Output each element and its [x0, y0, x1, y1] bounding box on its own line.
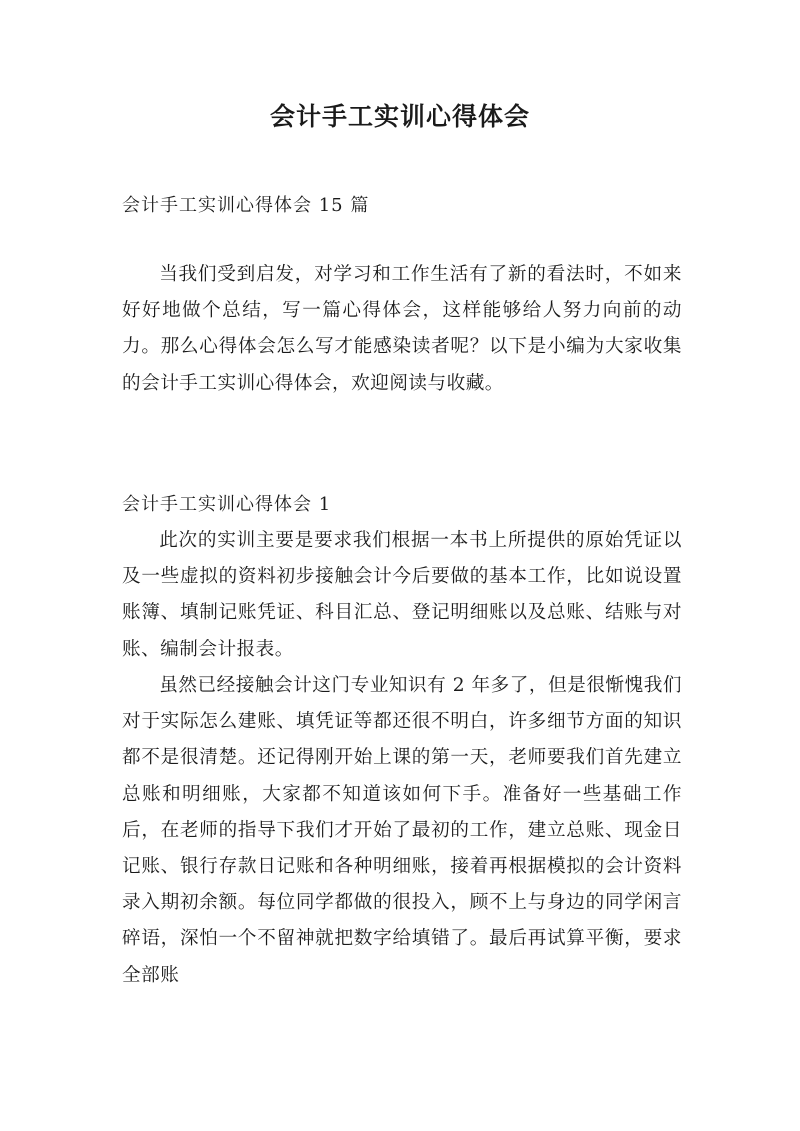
section-heading: 会计手工实训心得体会 1 — [122, 494, 332, 515]
document-title: 会计手工实训心得体会 — [269, 102, 530, 131]
intro-paragraph: 当我们受到启发，对学习和工作生活有了新的看法时，不如来好好地做个总结，写一篇心得体会，这样能够给人努力向前的动力。那么心得体会怎么写才能感染读者呢？以下是小编为大家收集的会计手工实训心得体会，欢迎阅读与收藏。 — [122, 264, 682, 394]
body-paragraph: 虽然已经接触会计这门专业知识有 2 年多了，但是很惭愧我们对于实际怎么建账、填凭证等都还很不明白，许多细节方面的知识都不是很清楚。还记得刚开始上课的第一天，老师要我们首先建立总账和明细账，大家都不知道该如何下手。准备好一些基础工作后，在老师的指导下我们才开始了最初的工作，建立总账、现金日记账、银行存款日记账和各种明细账，接着再根据模拟的会计资料录入期初余额。每位同学都做的很投入，顾不上与身边的同学闲言碎语，深怕一个不留神就把数字给填错了。最后再试算平衡，要求全部账 — [122, 675, 682, 986]
document-subtitle: 会计手工实训心得体会 15 篇 — [122, 195, 370, 216]
body-paragraph: 此次的实训主要是要求我们根据一本书上所提供的原始凭证以及一些虚拟的资料初步接触会计今后要做的基本工作，比如说设置账簿、填制记账凭证、科目汇总、登记明细账以及总账、结账与对账、编制会计报表。 — [122, 530, 682, 660]
